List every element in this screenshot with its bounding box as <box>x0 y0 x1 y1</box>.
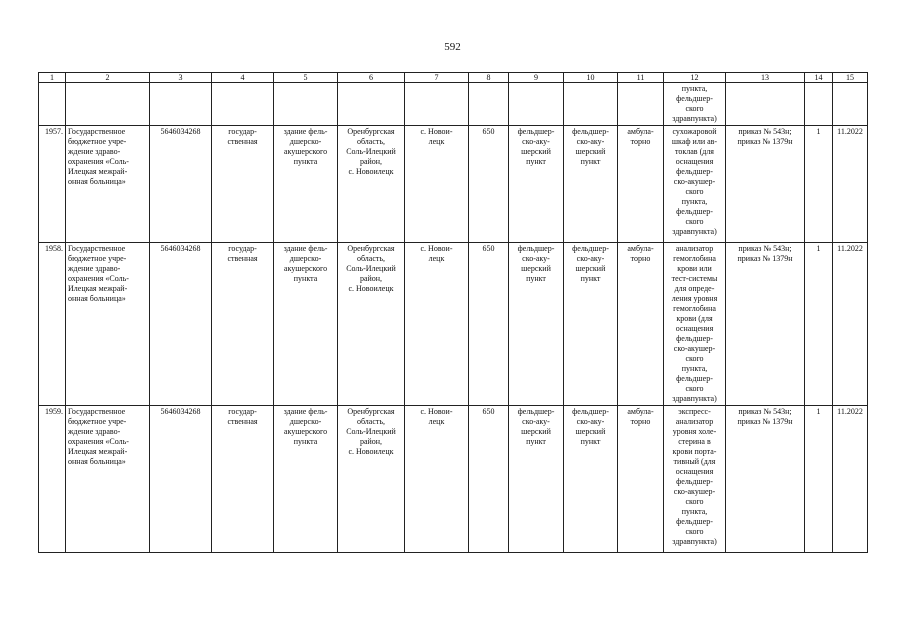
basis-cell: приказ № 543н; приказ № 1379н <box>737 244 793 263</box>
facility-type-cell: фельдшер- ско-аку- шерский пункт <box>517 127 555 166</box>
page-number: 592 <box>444 41 461 53</box>
ownership-cell: государ- ственная <box>227 244 258 263</box>
care-form-cell: амбула- торно <box>627 244 654 263</box>
column-header: 2 <box>66 73 150 83</box>
facility-type-cell-2: фельдшер- ско-аку- шерский пункт <box>572 407 609 446</box>
inn-cell: 5646034268 <box>160 127 201 136</box>
basis-cell: приказ № 543н; приказ № 1379н <box>737 407 793 426</box>
column-header: 15 <box>833 73 868 83</box>
quantity-cell: 1 <box>816 407 821 416</box>
facility-type-cell: фельдшер- ско-аку- шерский пункт <box>517 244 555 283</box>
column-number-row <box>39 73 868 83</box>
column-header: 3 <box>150 73 212 83</box>
locality-cell: с. Новои- лецк <box>420 244 453 263</box>
quantity-cell: 1 <box>816 127 821 136</box>
code-cell: 650 <box>482 244 495 253</box>
inn-cell: 5646034268 <box>160 407 201 416</box>
facility-type-cell-2: фельдшер- ско-аку- шерский пункт <box>572 127 609 166</box>
care-form-cell: амбула- торно <box>627 407 654 426</box>
column-header: 9 <box>509 73 564 83</box>
address-cell: Оренбургская область, Соль-Илецкий район, с. Новоилецк <box>346 127 396 176</box>
table-row <box>39 126 868 243</box>
code-cell: 650 <box>482 127 495 136</box>
organization-cell: Государственное бюджетное учре- ждение здраво- охранения «Соль- Илецкая межрай- онная больница» <box>68 407 129 466</box>
equipment-cell: анализатор гемоглобина крови или тест-системы для опреде- ления уровня гемоглобина крови (для оснащения фельдшер- ско-акушер- ского пункта, фельдшер- ского здравпункта) <box>671 244 718 403</box>
column-header: 10 <box>564 73 618 83</box>
facility-type-cell: фельдшер- ско-аку- шерский пункт <box>517 407 555 446</box>
building-cell: здание фель- дшерско- акушерского пункта <box>283 244 328 283</box>
equipment-cell: экспресс- анализатор уровня холе- стерина в крови порта- тивный (для оснащения фельдшер- ско-акушер- ского пункта, фельдшер- ского здравпункта) <box>672 407 717 546</box>
column-header: 7 <box>405 73 469 83</box>
date-cell: 11.2022 <box>837 407 863 416</box>
equipment-cell-continued: пункта, фельдшер- ского здравпункта) <box>672 84 717 123</box>
ownership-cell: государ- ственная <box>227 127 258 146</box>
locality-cell: с. Новои- лецк <box>420 127 453 146</box>
ownership-cell: государ- ственная <box>227 407 258 426</box>
basis-cell: приказ № 543н; приказ № 1379н <box>737 127 793 146</box>
inn-cell: 5646034268 <box>160 244 201 253</box>
equipment-cell: сухожаровой шкаф или ав- токлав (для оснащения фельдшер- ско-акушер- ского пункта, фельдшер- ского здравпункта) <box>671 127 718 236</box>
organization-cell: Государственное бюджетное учре- ждение здраво- охранения «Соль- Илецкая межрай- онная больница» <box>68 244 129 303</box>
row-number: 1957. <box>45 127 63 136</box>
document-table <box>38 72 868 553</box>
organization-cell: Государственное бюджетное учре- ждение здраво- охранения «Соль- Илецкая межрай- онная больница» <box>68 127 129 186</box>
address-cell: Оренбургская область, Соль-Илецкий район, с. Новоилецк <box>346 407 396 456</box>
code-cell: 650 <box>482 407 495 416</box>
column-header: 1 <box>39 73 66 83</box>
table-row <box>39 243 868 406</box>
address-cell: Оренбургская область, Соль-Илецкий район, с. Новоилецк <box>346 244 396 293</box>
building-cell: здание фель- дшерско- акушерского пункта <box>283 127 328 166</box>
row-number: 1958. <box>45 244 63 253</box>
date-cell: 11.2022 <box>837 127 863 136</box>
locality-cell: с. Новои- лецк <box>420 407 453 426</box>
facility-type-cell-2: фельдшер- ско-аку- шерский пункт <box>572 244 609 283</box>
table-row <box>39 406 868 553</box>
column-header: 6 <box>338 73 405 83</box>
quantity-cell: 1 <box>816 244 821 253</box>
date-cell: 11.2022 <box>837 244 863 253</box>
continuation-row <box>39 83 868 126</box>
column-header: 5 <box>274 73 338 83</box>
row-number: 1959. <box>45 407 63 416</box>
column-header: 14 <box>805 73 833 83</box>
care-form-cell: амбула- торно <box>627 127 654 146</box>
column-header: 13 <box>726 73 805 83</box>
column-header: 11 <box>618 73 664 83</box>
column-header: 8 <box>469 73 509 83</box>
column-header: 4 <box>212 73 274 83</box>
column-header: 12 <box>664 73 726 83</box>
building-cell: здание фель- дшерско- акушерского пункта <box>283 407 328 446</box>
